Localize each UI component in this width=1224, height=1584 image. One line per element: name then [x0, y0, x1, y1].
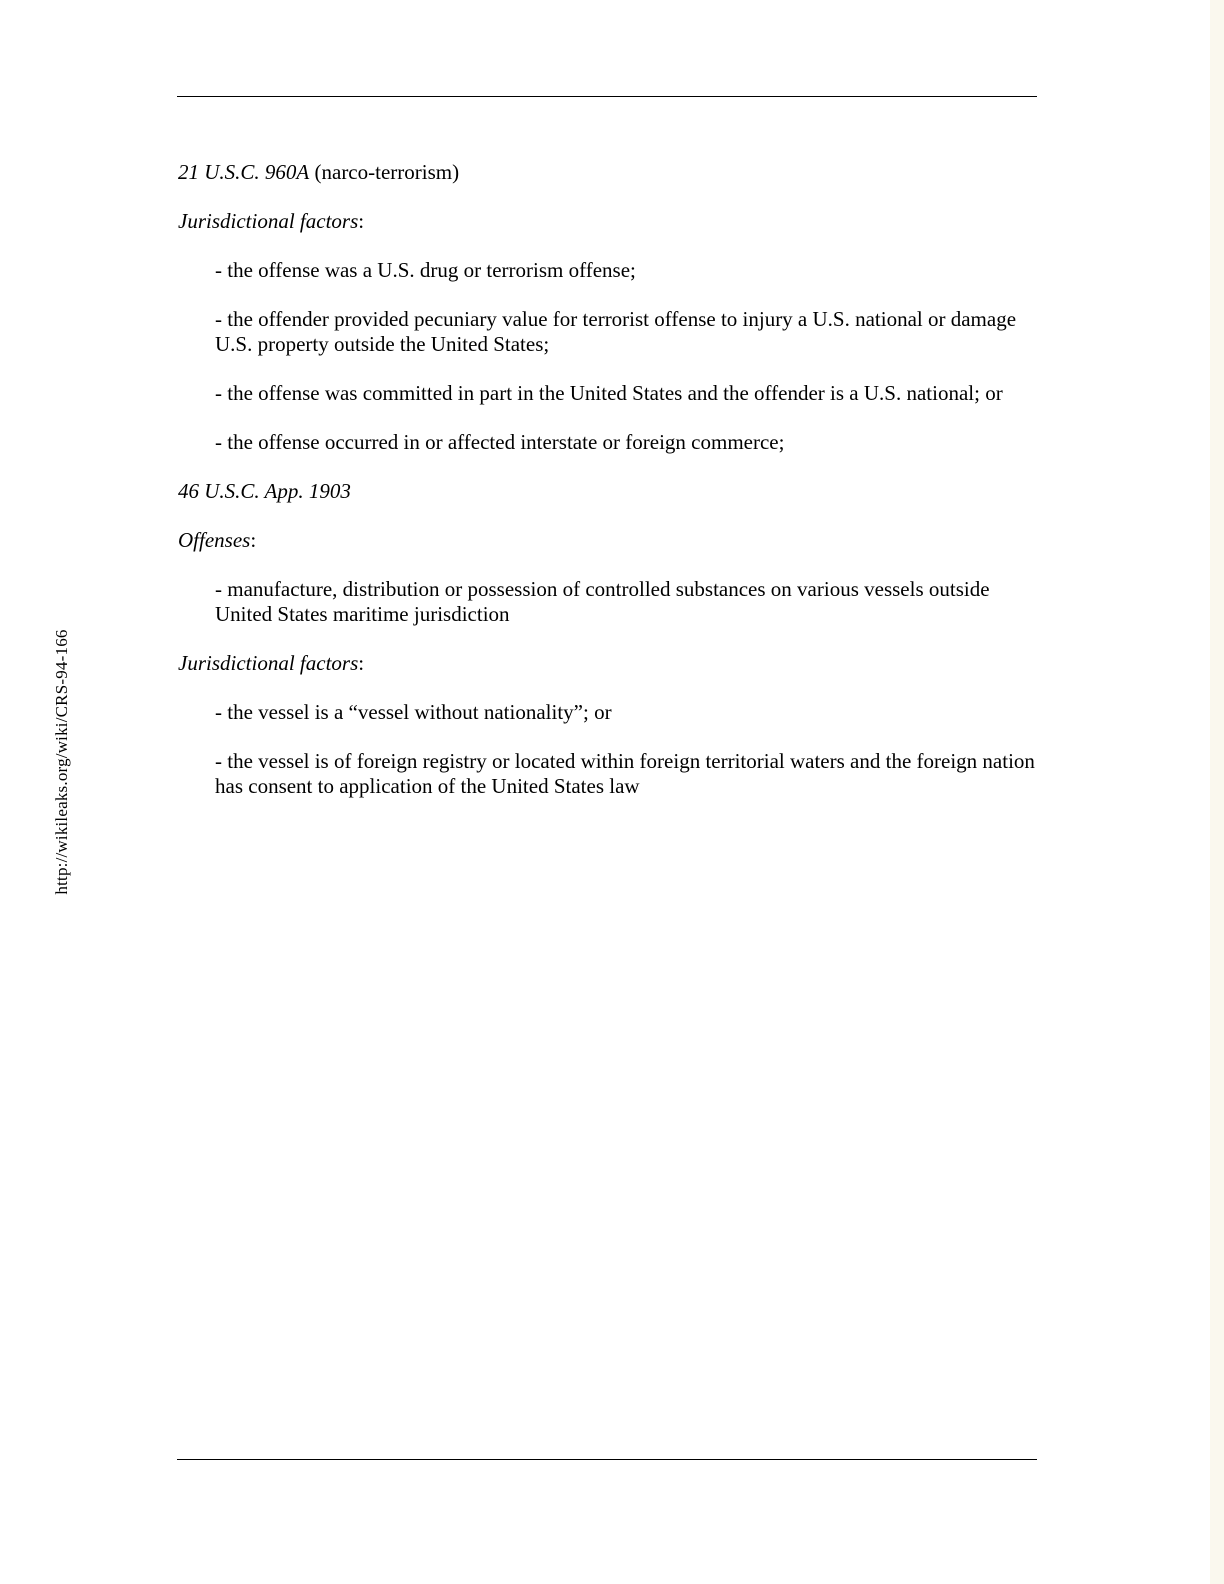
section1-factor-1: - the offense was a U.S. drug or terrorism offense;	[215, 258, 636, 282]
jurisdictional-factors-heading: Jurisdictional factors	[178, 651, 359, 675]
citation-21-usc-960a: 21 U.S.C. 960A	[178, 160, 310, 184]
section1-jurisdictional-heading	[178, 209, 1038, 234]
section1-factor-3: - the offense was committed in part in the United States and the offender is a U.S. national; or	[215, 381, 1003, 405]
section2-factor-1: - the vessel is a “vessel without nationality”; or	[215, 700, 612, 724]
heading-colon: :	[358, 209, 365, 233]
header-rule	[177, 96, 1037, 97]
section2-citation: 46 U.S.C. App. 1903	[178, 479, 351, 503]
section1-factor-4: - the offense occurred in or affected interstate or foreign commerce;	[215, 430, 785, 454]
document-body	[178, 160, 1038, 823]
section2-offenses-heading	[178, 528, 1038, 553]
offenses-heading: Offenses	[178, 528, 251, 552]
jurisdictional-factors-heading: Jurisdictional factors	[178, 209, 359, 233]
citation-description: (narco-terrorism)	[309, 160, 460, 184]
page-edge-strip	[1210, 0, 1224, 1584]
footer-rule	[177, 1459, 1037, 1460]
section1-factor-2: - the offender provided pecuniary value for terrorist offense to injury a U.S. national or damage U.S. property outside the United States;	[215, 307, 1017, 356]
heading-colon: :	[358, 651, 365, 675]
section2-jurisdictional-heading	[178, 651, 1038, 676]
section2-offense-1: - manufacture, distribution or possession of controlled substances on various vessels outside United States maritime jurisdiction	[215, 577, 990, 626]
section2-factor-2: - the vessel is of foreign registry or located within foreign territorial waters and the foreign nation has consent to application of the United States law	[215, 749, 1035, 798]
section1-citation	[178, 160, 1038, 185]
heading-colon: :	[250, 528, 257, 552]
side-url-watermark: http://wikileaks.org/wiki/CRS-94-166	[52, 629, 71, 895]
